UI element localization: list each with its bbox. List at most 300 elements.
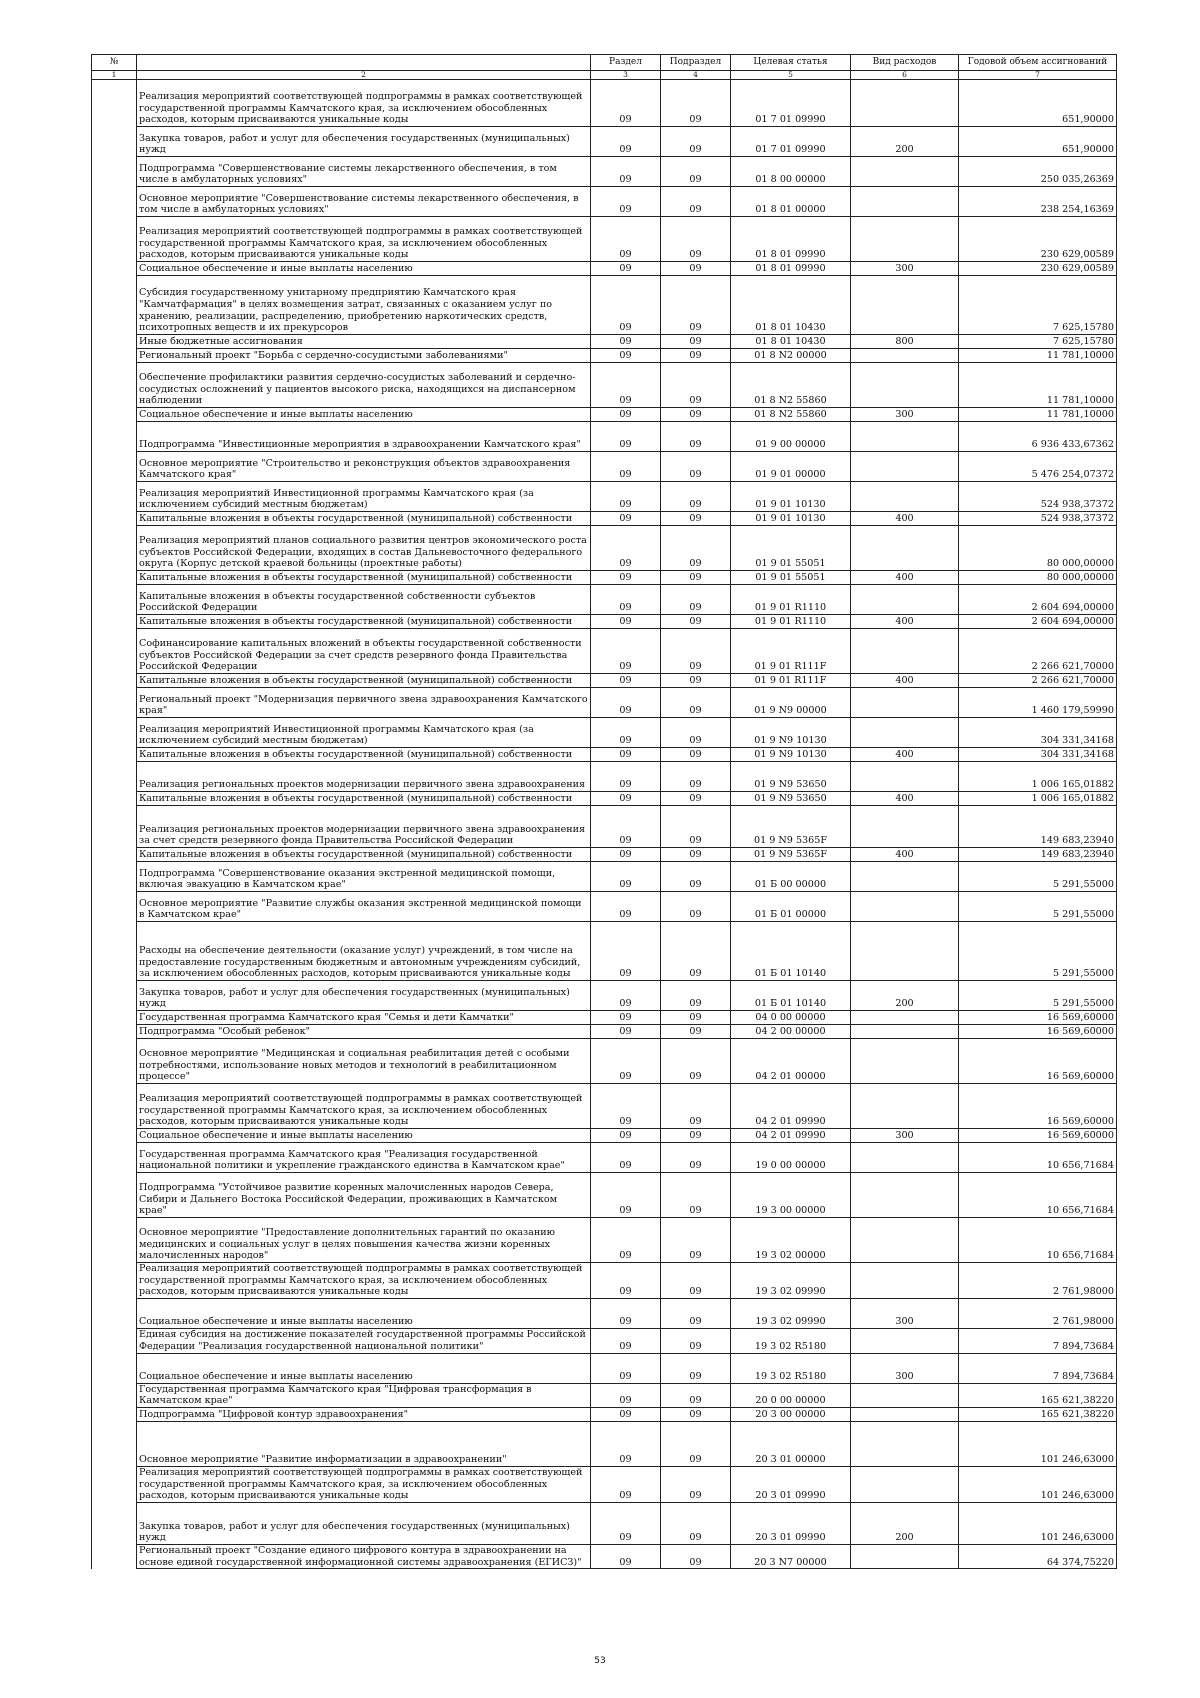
row-target-article-cell: 01 9 01 R111F [731,629,851,674]
row-expense-type-cell [851,1466,959,1502]
row-subsection-cell: 09 [661,1421,731,1466]
row-number-cell [92,892,137,922]
column-number: 4 [661,71,731,80]
row-name-cell: Государственная программа Камчатского края "Реализация государственной национальной политики и укрепление гражданского единства в Камчатском крае" [137,1143,591,1173]
row-target-article-cell: 04 2 01 09990 [731,1129,851,1143]
row-subsection-cell: 09 [661,922,731,981]
table-row [92,1143,1117,1173]
row-amount-cell: 651,90000 [959,80,1117,127]
table-row [92,1039,1117,1084]
row-target-article-cell: 01 9 N9 5365F [731,848,851,862]
row-subsection-cell: 09 [661,422,731,452]
row-target-article-cell: 01 9 N9 10130 [731,748,851,762]
row-subsection-cell: 09 [661,892,731,922]
row-section-cell: 09 [591,452,661,482]
row-expense-type-cell [851,1263,959,1299]
row-name-cell: Капитальные вложения в объекты государственной (муниципальной) собственности [137,792,591,806]
header-expense-type: Вид расходов [851,55,959,71]
row-amount-cell: 5 291,55000 [959,981,1117,1011]
row-amount-cell: 2 266 621,70000 [959,629,1117,674]
header-target-article: Целевая статья [731,55,851,71]
row-expense-type-cell: 300 [851,408,959,422]
row-amount-cell: 64 374,75220 [959,1545,1117,1569]
row-expense-type-cell [851,1329,959,1353]
row-expense-type-cell: 300 [851,1299,959,1329]
row-subsection-cell: 09 [661,862,731,892]
row-expense-type-cell: 400 [851,571,959,585]
row-subsection-cell: 09 [661,1353,731,1383]
header-subsection: Подраздел [661,55,731,71]
row-number-cell [92,408,137,422]
row-target-article-cell: 01 8 01 09990 [731,217,851,262]
row-section-cell: 09 [591,892,661,922]
row-section-cell: 09 [591,1129,661,1143]
row-section-cell: 09 [591,615,661,629]
row-number-cell [92,688,137,718]
row-section-cell: 09 [591,157,661,187]
row-name-cell: Реализация мероприятий Инвестиционной программы Камчатского края (за исключением субсидий местным бюджетам) [137,718,591,748]
row-subsection-cell: 09 [661,482,731,512]
row-target-article-cell: 04 2 01 00000 [731,1039,851,1084]
row-section-cell: 09 [591,748,661,762]
table-row [92,512,1117,526]
row-target-article-cell: 04 0 00 00000 [731,1011,851,1025]
row-section-cell: 09 [591,1407,661,1421]
row-target-article-cell: 19 3 02 R5180 [731,1329,851,1353]
row-target-article-cell: 01 8 00 00000 [731,157,851,187]
table-row [92,452,1117,482]
table-row [92,748,1117,762]
row-section-cell: 09 [591,1329,661,1353]
row-expense-type-cell: 400 [851,748,959,762]
table-row [92,1299,1117,1329]
row-expense-type-cell [851,1173,959,1218]
row-amount-cell: 10 656,71684 [959,1218,1117,1263]
row-expense-type-cell [851,187,959,217]
table-row [92,1466,1117,1502]
row-subsection-cell: 09 [661,748,731,762]
row-amount-cell: 11 781,10000 [959,408,1117,422]
row-target-article-cell: 01 9 N9 53650 [731,792,851,806]
row-name-cell: Подпрограмма "Совершенствование оказания экстренной медицинской помощи, включая эвакуацию в Камчатском крае" [137,862,591,892]
row-expense-type-cell [851,363,959,408]
row-target-article-cell: 01 9 01 10130 [731,482,851,512]
row-target-article-cell: 01 Б 01 10140 [731,981,851,1011]
row-expense-type-cell [851,526,959,571]
row-number-cell [92,1503,137,1545]
row-target-article-cell: 01 8 N2 00000 [731,349,851,363]
row-subsection-cell: 09 [661,335,731,349]
row-number-cell [92,1025,137,1039]
row-number-cell [92,1545,137,1569]
table-row [92,1173,1117,1218]
table-row [92,1218,1117,1263]
row-name-cell: Капитальные вложения в объекты государственной (муниципальной) собственности [137,615,591,629]
row-amount-cell: 165 621,38220 [959,1407,1117,1421]
row-expense-type-cell [851,1421,959,1466]
row-name-cell: Капитальные вложения в объекты государственной (муниципальной) собственности [137,748,591,762]
row-section-cell: 09 [591,217,661,262]
row-expense-type-cell [851,1407,959,1421]
row-target-article-cell: 01 8 N2 55860 [731,363,851,408]
row-subsection-cell: 09 [661,615,731,629]
table-row [92,422,1117,452]
table-row [92,806,1117,848]
row-subsection-cell: 09 [661,718,731,748]
row-amount-cell: 2 761,98000 [959,1299,1117,1329]
row-number-cell [92,1263,137,1299]
header-no: № [92,55,137,71]
row-amount-cell: 10 656,71684 [959,1173,1117,1218]
row-number-cell [92,629,137,674]
row-amount-cell: 16 569,60000 [959,1011,1117,1025]
table-row [92,157,1117,187]
row-subsection-cell: 09 [661,1011,731,1025]
row-subsection-cell: 09 [661,762,731,792]
table-row [92,335,1117,349]
row-number-cell [92,1407,137,1421]
row-name-cell: Социальное обеспечение и иные выплаты населению [137,1353,591,1383]
row-name-cell: Государственная программа Камчатского края "Семья и дети Камчатки" [137,1011,591,1025]
row-number-cell [92,157,137,187]
row-number-cell [92,276,137,335]
column-number: 3 [591,71,661,80]
row-number-cell [92,792,137,806]
table-row [92,408,1117,422]
row-section-cell: 09 [591,1039,661,1084]
row-amount-cell: 7 894,73684 [959,1353,1117,1383]
row-expense-type-cell [851,1084,959,1129]
row-target-article-cell: 01 9 01 10130 [731,512,851,526]
row-expense-type-cell [851,349,959,363]
row-number-cell [92,718,137,748]
row-number-cell [92,262,137,276]
table-row [92,585,1117,615]
row-number-cell [92,1084,137,1129]
row-target-article-cell: 01 9 01 R1110 [731,615,851,629]
row-section-cell: 09 [591,922,661,981]
row-name-cell: Социальное обеспечение и иные выплаты населению [137,1299,591,1329]
row-subsection-cell: 09 [661,1129,731,1143]
row-amount-cell: 651,90000 [959,127,1117,157]
row-amount-cell: 304 331,34168 [959,748,1117,762]
row-subsection-cell: 09 [661,1143,731,1173]
row-subsection-cell: 09 [661,363,731,408]
row-name-cell: Социальное обеспечение и иные выплаты населению [137,1129,591,1143]
row-target-article-cell: 01 8 01 00000 [731,187,851,217]
row-expense-type-cell [851,718,959,748]
row-name-cell: Подпрограмма "Особый ребенок" [137,1025,591,1039]
row-number-cell [92,922,137,981]
row-amount-cell: 149 683,23940 [959,848,1117,862]
row-number-cell [92,1466,137,1502]
row-amount-cell: 2 604 694,00000 [959,615,1117,629]
row-amount-cell: 2 604 694,00000 [959,585,1117,615]
row-subsection-cell: 09 [661,262,731,276]
row-amount-cell: 1 006 165,01882 [959,792,1117,806]
row-target-article-cell: 04 2 00 00000 [731,1025,851,1039]
row-section-cell: 09 [591,262,661,276]
row-subsection-cell: 09 [661,1084,731,1129]
row-name-cell: Закупка товаров, работ и услуг для обеспечения государственных (муниципальных) нужд [137,1503,591,1545]
row-name-cell: Капитальные вложения в объекты государственной (муниципальной) собственности [137,674,591,688]
table-body [92,80,1117,1569]
row-section-cell: 09 [591,127,661,157]
row-expense-type-cell [851,629,959,674]
row-target-article-cell: 01 Б 00 00000 [731,862,851,892]
row-target-article-cell: 19 3 00 00000 [731,1173,851,1218]
table-row [92,792,1117,806]
row-section-cell: 09 [591,585,661,615]
row-section-cell: 09 [591,806,661,848]
row-name-cell: Основное мероприятие "Развитие информатизации в здравоохранении" [137,1421,591,1466]
row-target-article-cell: 20 3 N7 00000 [731,1545,851,1569]
table-row [92,1329,1117,1353]
row-subsection-cell: 09 [661,1407,731,1421]
table-row [92,571,1117,585]
row-amount-cell: 238 254,16369 [959,187,1117,217]
row-expense-type-cell [851,452,959,482]
row-number-cell [92,615,137,629]
row-section-cell: 09 [591,1143,661,1173]
row-subsection-cell: 09 [661,452,731,482]
row-number-cell [92,127,137,157]
row-name-cell: Реализация региональных проектов модернизации первичного звена здравоохранения [137,762,591,792]
row-expense-type-cell [851,862,959,892]
row-expense-type-cell [851,922,959,981]
row-expense-type-cell: 400 [851,792,959,806]
row-subsection-cell: 09 [661,512,731,526]
row-name-cell: Обеспечение профилактики развития сердечно-сосудистых заболеваний и сердечно-сосудистых осложнений у пациентов высокого риска, находящихся на диспансерном наблюдении [137,363,591,408]
row-amount-cell: 11 781,10000 [959,363,1117,408]
row-number-cell [92,674,137,688]
row-name-cell: Капитальные вложения в объекты государственной собственности субъектов Российской Федерации [137,585,591,615]
table-row [92,1545,1117,1569]
table-row [92,1084,1117,1129]
row-name-cell: Социальное обеспечение и иные выплаты населению [137,408,591,422]
row-number-cell [92,217,137,262]
row-section-cell: 09 [591,526,661,571]
row-target-article-cell: 20 3 00 00000 [731,1407,851,1421]
row-expense-type-cell [851,892,959,922]
row-section-cell: 09 [591,482,661,512]
row-number-cell [92,363,137,408]
row-target-article-cell: 01 9 N9 00000 [731,688,851,718]
row-name-cell: Закупка товаров, работ и услуг для обеспечения государственных (муниципальных) нужд [137,127,591,157]
row-amount-cell: 16 569,60000 [959,1084,1117,1129]
row-target-article-cell: 19 3 02 09990 [731,1299,851,1329]
row-name-cell: Основное мероприятие "Предоставление дополнительных гарантий по оказанию медицинских и социальных услуг в целях повышения качества жизни коренных малочисленных народов" [137,1218,591,1263]
row-expense-type-cell: 200 [851,981,959,1011]
table-row [92,349,1117,363]
table-row [92,688,1117,718]
row-subsection-cell: 09 [661,571,731,585]
row-target-article-cell: 20 3 01 00000 [731,1421,851,1466]
row-name-cell: Единая субсидия на достижение показателей государственной программы Российской Федерации "Реализация государственной национальной политики" [137,1329,591,1353]
row-section-cell: 09 [591,1084,661,1129]
row-amount-cell: 7 894,73684 [959,1329,1117,1353]
table-row [92,187,1117,217]
table-row [92,615,1117,629]
row-target-article-cell: 01 9 00 00000 [731,422,851,452]
row-amount-cell: 10 656,71684 [959,1143,1117,1173]
header-annual-amount: Годовой объем ассигнований [959,55,1117,71]
table-row [92,629,1117,674]
row-number-cell [92,80,137,127]
row-section-cell: 09 [591,792,661,806]
row-section-cell: 09 [591,422,661,452]
row-section-cell: 09 [591,408,661,422]
row-expense-type-cell [851,80,959,127]
row-expense-type-cell: 300 [851,1129,959,1143]
row-name-cell: Закупка товаров, работ и услуг для обеспечения государственных (муниципальных) нужд [137,981,591,1011]
table-row [92,1421,1117,1466]
row-name-cell: Реализация мероприятий планов социального развития центров экономического роста субъектов Российской Федерации, входящих в состав Дальневосточного федерального округа (Корпус детской краевой больницы (проектные работы) [137,526,591,571]
row-expense-type-cell [851,217,959,262]
row-name-cell: Реализация мероприятий соответствующей подпрограммы в рамках соответствующей государственной программы Камчатского края, за исключением обособленных расходов, которым присваиваются уникальные коды [137,80,591,127]
row-section-cell: 09 [591,1263,661,1299]
row-number-cell [92,187,137,217]
row-subsection-cell: 09 [661,629,731,674]
row-subsection-cell: 09 [661,1383,731,1407]
row-subsection-cell: 09 [661,1039,731,1084]
row-amount-cell: 101 246,63000 [959,1503,1117,1545]
row-number-cell [92,862,137,892]
row-name-cell: Капитальные вложения в объекты государственной (муниципальной) собственности [137,848,591,862]
row-amount-cell: 5 291,55000 [959,892,1117,922]
row-expense-type-cell [851,157,959,187]
row-name-cell: Субсидия государственному унитарному предприятию Камчатского края "Камчатфармация" в целях возмещения затрат, связанных с оказанием услуг по хранению, реализации, распределению, приобретению наркотических средств, психотропных веществ и их прекурсоров [137,276,591,335]
row-amount-cell: 80 000,00000 [959,571,1117,585]
row-name-cell: Основное мероприятие "Развитие службы оказания экстренной медицинской помощи в Камчатском крае" [137,892,591,922]
row-number-cell [92,1039,137,1084]
row-subsection-cell: 09 [661,1263,731,1299]
row-target-article-cell: 01 9 N9 5365F [731,806,851,848]
row-number-cell [92,1218,137,1263]
row-target-article-cell: 04 2 01 09990 [731,1084,851,1129]
table-row [92,217,1117,262]
row-name-cell: Реализация мероприятий соответствующей подпрограммы в рамках соответствующей государственной программы Камчатского края, за исключением обособленных расходов, которым присваиваются уникальные коды [137,1263,591,1299]
header-row [92,55,1117,71]
row-expense-type-cell [851,1218,959,1263]
row-number-cell [92,585,137,615]
row-target-article-cell: 19 3 02 R5180 [731,1353,851,1383]
row-expense-type-cell [851,688,959,718]
row-amount-cell: 101 246,63000 [959,1421,1117,1466]
row-number-cell [92,452,137,482]
row-subsection-cell: 09 [661,80,731,127]
table-row [92,1025,1117,1039]
row-subsection-cell: 09 [661,1218,731,1263]
row-section-cell: 09 [591,187,661,217]
row-number-cell [92,482,137,512]
row-number-cell [92,422,137,452]
budget-table [91,54,1117,1569]
row-target-article-cell: 01 Б 01 10140 [731,922,851,981]
table-row [92,1407,1117,1421]
row-name-cell: Подпрограмма "Цифровой контур здравоохранения" [137,1407,591,1421]
row-section-cell: 09 [591,335,661,349]
row-target-article-cell: 01 Б 01 00000 [731,892,851,922]
row-expense-type-cell: 400 [851,674,959,688]
row-amount-cell: 5 291,55000 [959,922,1117,981]
table-row [92,1129,1117,1143]
table-row [92,1011,1117,1025]
row-amount-cell: 165 621,38220 [959,1383,1117,1407]
row-amount-cell: 7 625,15780 [959,276,1117,335]
row-section-cell: 09 [591,718,661,748]
row-number-cell [92,1299,137,1329]
row-subsection-cell: 09 [661,408,731,422]
row-number-cell [92,1173,137,1218]
table-row [92,262,1117,276]
row-name-cell: Подпрограмма "Инвестиционные мероприятия в здравоохранении Камчатского края" [137,422,591,452]
table-row [92,1503,1117,1545]
row-amount-cell: 5 476 254,07372 [959,452,1117,482]
row-target-article-cell: 01 9 01 55051 [731,571,851,585]
row-section-cell: 09 [591,1353,661,1383]
row-name-cell: Основное мероприятие "Строительство и реконструкция объектов здравоохранения Камчатского края" [137,452,591,482]
row-section-cell: 09 [591,571,661,585]
row-subsection-cell: 09 [661,1173,731,1218]
row-target-article-cell: 01 7 01 09990 [731,80,851,127]
row-section-cell: 09 [591,674,661,688]
row-target-article-cell: 01 7 01 09990 [731,127,851,157]
row-number-cell [92,1421,137,1466]
row-expense-type-cell [851,762,959,792]
row-expense-type-cell [851,1383,959,1407]
row-target-article-cell: 19 0 00 00000 [731,1143,851,1173]
row-section-cell: 09 [591,1025,661,1039]
page-number: 53 [594,1656,606,1666]
row-amount-cell: 524 938,37372 [959,482,1117,512]
row-number-cell [92,349,137,363]
row-target-article-cell: 01 8 01 09990 [731,262,851,276]
row-subsection-cell: 09 [661,1329,731,1353]
row-section-cell: 09 [591,512,661,526]
column-number: 1 [92,71,137,80]
header-name [137,55,591,71]
row-name-cell: Подпрограмма "Устойчивое развитие коренных малочисленных народов Севера, Сибири и Дальнего Востока Российской Федерации, проживающих в Камчатском крае" [137,1173,591,1218]
row-number-cell [92,1383,137,1407]
row-expense-type-cell: 400 [851,615,959,629]
row-expense-type-cell: 300 [851,1353,959,1383]
row-expense-type-cell [851,482,959,512]
table-row [92,363,1117,408]
row-target-article-cell: 19 3 02 09990 [731,1263,851,1299]
row-subsection-cell: 09 [661,217,731,262]
row-expense-type-cell: 300 [851,262,959,276]
row-number-cell [92,848,137,862]
row-section-cell: 09 [591,1466,661,1502]
row-expense-type-cell [851,585,959,615]
row-expense-type-cell [851,1545,959,1569]
row-amount-cell: 7 625,15780 [959,335,1117,349]
row-section-cell: 09 [591,1011,661,1025]
table-row [92,762,1117,792]
row-expense-type-cell: 200 [851,127,959,157]
row-subsection-cell: 09 [661,848,731,862]
row-target-article-cell: 01 9 01 R1110 [731,585,851,615]
row-number-cell [92,526,137,571]
row-expense-type-cell: 400 [851,512,959,526]
row-amount-cell: 1 006 165,01882 [959,762,1117,792]
row-section-cell: 09 [591,1421,661,1466]
row-number-cell [92,762,137,792]
row-expense-type-cell: 200 [851,1503,959,1545]
row-number-cell [92,1143,137,1173]
row-number-cell [92,1129,137,1143]
